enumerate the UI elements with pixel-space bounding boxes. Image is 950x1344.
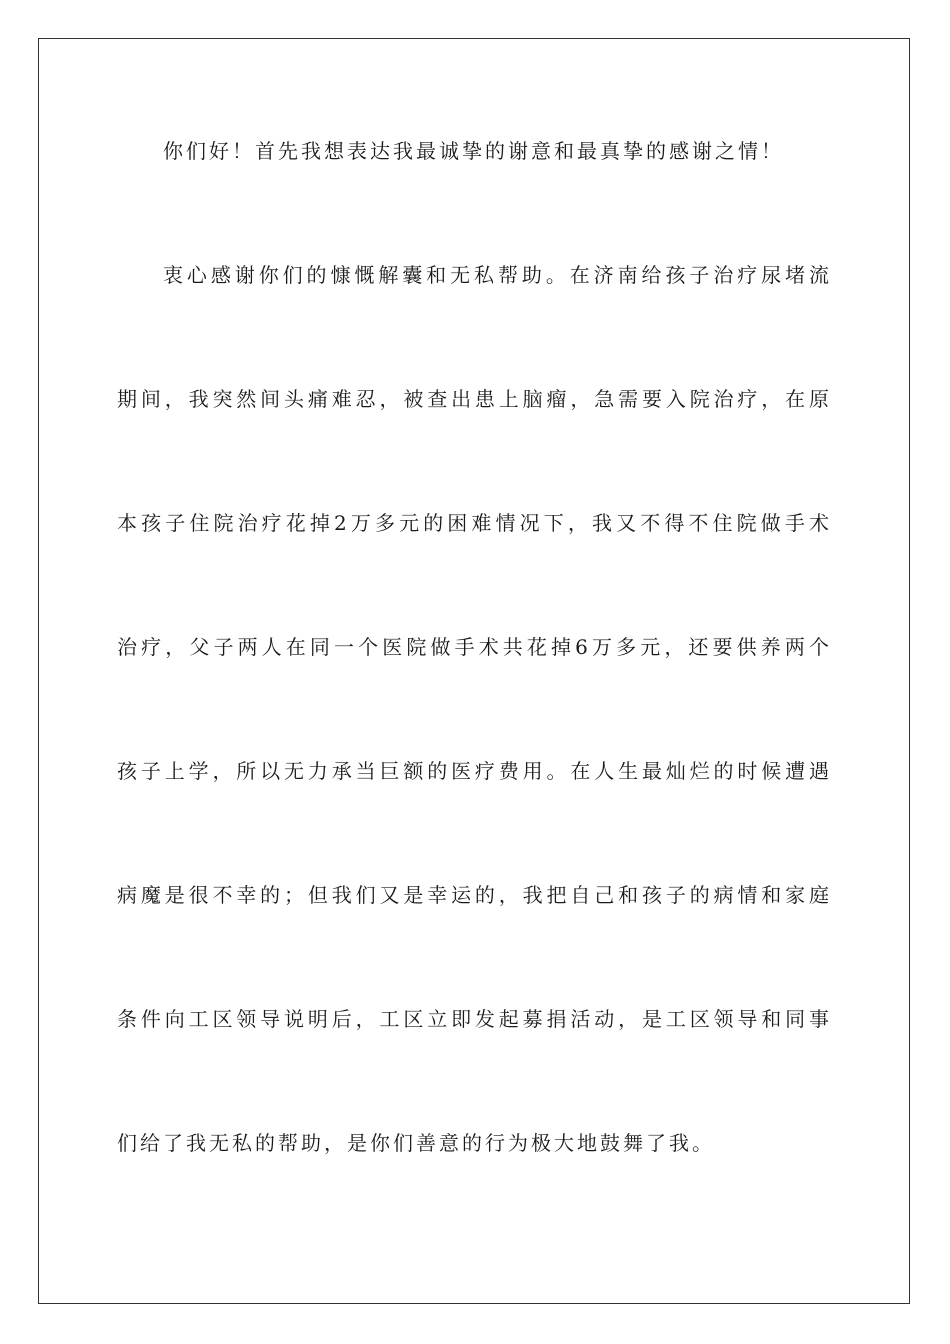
paragraph-line: 们给了我无私的帮助，是你们善意的行为极大地鼓舞了我。 [117,1131,715,1155]
paragraph-line: 治疗，父子两人在同一个医院做手术共花掉6万多元，还要供养两个 [117,635,832,659]
paragraph-line: 期间，我突然间头痛难忍，被查出患上脑瘤，急需要入院治疗，在原 [117,387,832,411]
paragraph-line: 孩子上学，所以无力承当巨额的医疗费用。在人生最灿烂的时候遭遇 [117,759,832,783]
paragraph-line: 本孩子住院治疗花掉2万多元的困难情况下，我又不得不住院做手术 [117,511,832,535]
paragraph-line: 衷心感谢你们的慷慨解囊和无私帮助。在济南给孩子治疗尿堵流 [163,263,832,287]
paragraph-line: 病魔是很不幸的；但我们又是幸运的，我把自己和孩子的病情和家庭 [117,883,832,907]
paragraph-line: 你们好！首先我想表达我最诚挚的谢意和最真挚的感谢之情！ [163,139,784,163]
paragraph-line: 条件向工区领导说明后，工区立即发起募捐活动，是工区领导和同事 [117,1007,832,1031]
letter-body [117,138,832,1254]
